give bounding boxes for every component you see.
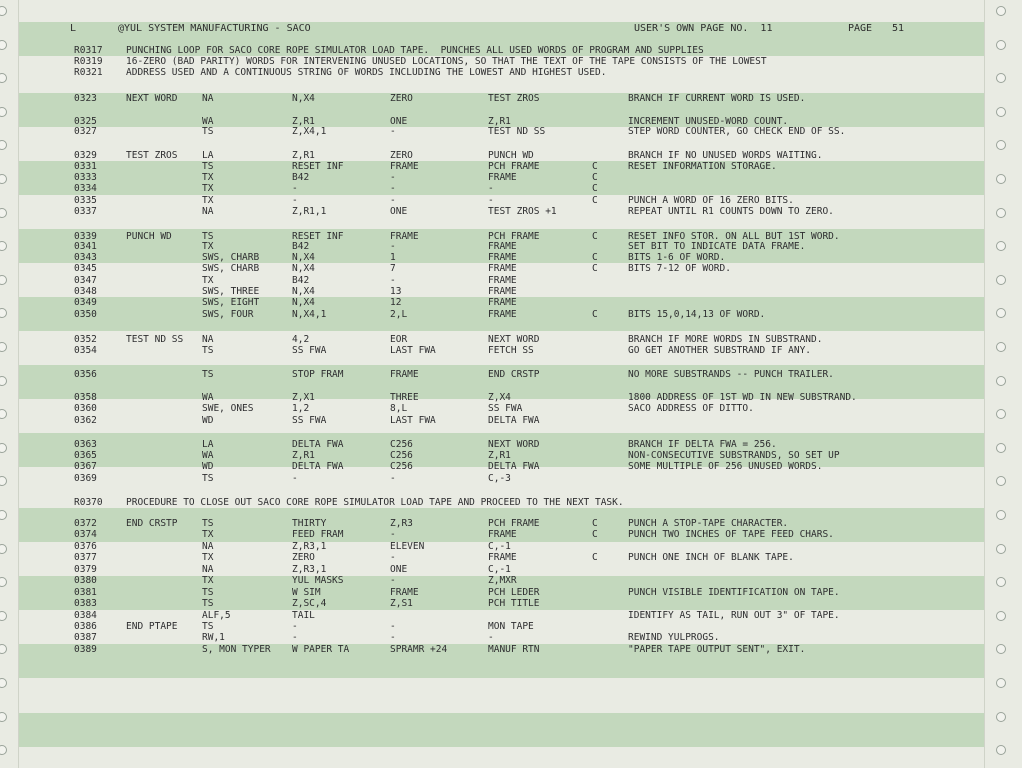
col-comment: SET BIT TO INDICATE DATA FRAME. (628, 241, 806, 252)
col-loc: 0331 (74, 161, 97, 172)
col-comment: INCREMENT UNUSED-WORD COUNT. (628, 116, 789, 127)
col-a2: 7 (390, 263, 396, 274)
col-a3: FRAME (488, 252, 517, 263)
col-a1: SS FWA (292, 345, 327, 356)
col-a1: - (292, 632, 298, 643)
col-flag: C (592, 309, 598, 320)
col-a1: TAIL (292, 610, 315, 621)
listing-line (0, 126, 1022, 139)
tractor-hole (996, 678, 1006, 688)
col-loc: 0345 (74, 263, 97, 274)
col-loc: 0372 (74, 518, 97, 529)
col-loc: 0358 (74, 392, 97, 403)
col-op: TS (202, 345, 214, 356)
col-a3: PCH TITLE (488, 598, 540, 609)
col-a2: - (390, 473, 396, 484)
remark-loc: R0370 (74, 497, 103, 508)
col-a1: N,X4,1 (292, 309, 327, 320)
col-op: SWE, ONES (202, 403, 254, 414)
col-a2: FRAME (390, 231, 419, 242)
col-loc: 0363 (74, 439, 97, 450)
col-comment: NON-CONSECUTIVE SUBSTRANDS, SO SET UP (628, 450, 840, 461)
col-comment: REWIND YULPROGS. (628, 632, 720, 643)
col-a2: FRAME (390, 369, 419, 380)
col-op: TS (202, 621, 214, 632)
col-a2: 8,L (390, 403, 408, 414)
remark-line (0, 497, 1022, 510)
col-a1: N,X4 (292, 93, 315, 104)
col-a2: - (390, 529, 396, 540)
col-a3: FRAME (488, 263, 517, 274)
col-loc: 0386 (74, 621, 97, 632)
col-label: END PTAPE (126, 621, 178, 632)
col-op: WD (202, 461, 214, 472)
col-a2: C256 (390, 461, 413, 472)
col-loc: 0376 (74, 541, 97, 552)
col-a3: PCH FRAME (488, 231, 540, 242)
col-a3: DELTA FWA (488, 415, 540, 426)
col-loc: 0374 (74, 529, 97, 540)
col-comment: PUNCH A WORD OF 16 ZERO BITS. (628, 195, 794, 206)
col-op: TS (202, 473, 214, 484)
col-a3: FRAME (488, 309, 517, 320)
col-a1: - (292, 473, 298, 484)
col-comment: PUNCH ONE INCH OF BLANK TAPE. (628, 552, 794, 563)
col-a3: FRAME (488, 286, 517, 297)
col-a3: FRAME (488, 297, 517, 308)
remark-text: PROCEDURE TO CLOSE OUT SACO CORE ROPE SIMULATOR LOAD TAPE AND PROCEED TO THE NEXT TASK. (126, 497, 624, 508)
col-a2: - (390, 172, 396, 183)
header-title: @YUL SYSTEM MANUFACTURING - SACO (118, 23, 311, 34)
col-comment: SOME MULTIPLE OF 256 UNUSED WORDS. (628, 461, 823, 472)
col-a1: RESET INF (292, 161, 344, 172)
col-op: SWS, EIGHT (202, 297, 260, 308)
col-comment: BITS 1-6 OF WORD. (628, 252, 726, 263)
col-a2: - (390, 632, 396, 643)
col-comment: BRANCH IF NO UNUSED WORDS WAITING. (628, 150, 823, 161)
col-a1: THIRTY (292, 518, 327, 529)
col-op: NA (202, 93, 214, 104)
col-a3: PCH FRAME (488, 518, 540, 529)
col-comment: PUNCH A STOP-TAPE CHARACTER. (628, 518, 789, 529)
col-a1: STOP FRAM (292, 369, 344, 380)
col-label: NEXT WORD (126, 93, 178, 104)
col-op: TX (202, 275, 214, 286)
col-a2: ONE (390, 564, 408, 575)
col-a3: SS FWA (488, 403, 523, 414)
col-op: NA (202, 564, 214, 575)
col-a3: FRAME (488, 241, 517, 252)
col-a1: N,X4 (292, 263, 315, 274)
col-comment: REPEAT UNTIL R1 COUNTS DOWN TO ZERO. (628, 206, 834, 217)
col-op: NA (202, 334, 214, 345)
col-a1: N,X4 (292, 286, 315, 297)
col-loc: 0367 (74, 461, 97, 472)
col-a1: Z,X4,1 (292, 126, 327, 137)
col-loc: 0360 (74, 403, 97, 414)
tractor-hole (996, 140, 1006, 150)
col-a2: - (390, 552, 396, 563)
col-a1: Z,R1 (292, 116, 315, 127)
col-a2: 1 (390, 252, 396, 263)
col-op: TS (202, 231, 214, 242)
col-a3: FRAME (488, 172, 517, 183)
tractor-hole (0, 745, 7, 755)
listing-line (0, 473, 1022, 486)
col-a3: NEXT WORD (488, 439, 540, 450)
col-a3: FETCH SS (488, 345, 534, 356)
tractor-hole (0, 140, 7, 150)
col-loc: 0325 (74, 116, 97, 127)
col-a1: 4,2 (292, 334, 310, 345)
col-op: TS (202, 518, 214, 529)
col-op: TS (202, 598, 214, 609)
col-a1: Z,SC,4 (292, 598, 327, 609)
col-a1: Z,R3,1 (292, 564, 327, 575)
col-op: WA (202, 450, 214, 461)
col-loc: 0377 (74, 552, 97, 563)
col-a2: Z,R3 (390, 518, 413, 529)
header-owner-page: USER'S OWN PAGE NO. 11 (634, 23, 773, 34)
col-loc: 0389 (74, 644, 97, 655)
col-a2: - (390, 575, 396, 586)
col-a3: TEST ZROS (488, 93, 540, 104)
col-a3: C,-1 (488, 541, 511, 552)
col-a2: - (390, 126, 396, 137)
col-a1: DELTA FWA (292, 439, 344, 450)
tractor-hole (996, 712, 1006, 722)
col-loc: 0333 (74, 172, 97, 183)
col-a3: C,-3 (488, 473, 511, 484)
col-op: TX (202, 575, 214, 586)
col-a3: Z,R1 (488, 116, 511, 127)
col-a1: B42 (292, 275, 310, 286)
col-op: TS (202, 126, 214, 137)
col-a3: Z,X4 (488, 392, 511, 403)
col-comment: PUNCH TWO INCHES OF TAPE FEED CHARS. (628, 529, 834, 540)
listing-line (0, 309, 1022, 322)
listing-line (0, 369, 1022, 382)
col-a3: FRAME (488, 529, 517, 540)
col-op: SWS, FOUR (202, 309, 254, 320)
col-flag: C (592, 183, 598, 194)
col-op: TX (202, 529, 214, 540)
col-loc: 0350 (74, 309, 97, 320)
col-comment: BITS 15,0,14,13 OF WORD. (628, 309, 766, 320)
header-page-label: PAGE (848, 23, 873, 34)
col-a1: FEED FRAM (292, 529, 344, 540)
tractor-hole (996, 6, 1006, 16)
col-a3: PCH LEDER (488, 587, 540, 598)
col-comment: NO MORE SUBSTRANDS -- PUNCH TRAILER. (628, 369, 834, 380)
col-loc: 0339 (74, 231, 97, 242)
col-op: RW,1 (202, 632, 225, 643)
col-op: TS (202, 587, 214, 598)
col-flag: C (592, 161, 598, 172)
col-a3: - (488, 195, 494, 206)
col-comment: BRANCH IF CURRENT WORD IS USED. (628, 93, 806, 104)
tractor-hole (0, 6, 7, 16)
col-a2: 13 (390, 286, 402, 297)
col-label: END CRSTP (126, 518, 178, 529)
col-a1: YUL MASKS (292, 575, 344, 586)
col-flag: C (592, 172, 598, 183)
col-loc: 0352 (74, 334, 97, 345)
col-op: TX (202, 195, 214, 206)
col-comment: SACO ADDRESS OF DITTO. (628, 403, 754, 414)
col-a3: NEXT WORD (488, 334, 540, 345)
col-loc: 0383 (74, 598, 97, 609)
col-op: TX (202, 552, 214, 563)
col-a1: B42 (292, 241, 310, 252)
col-op: S, MON TYPER (202, 644, 271, 655)
col-loc: 0379 (74, 564, 97, 575)
remark-line (0, 67, 1022, 80)
col-a1: Z,R1,1 (292, 206, 327, 217)
col-a3: PCH FRAME (488, 161, 540, 172)
col-a1: - (292, 183, 298, 194)
col-label: PUNCH WD (126, 231, 172, 242)
col-a1: 1,2 (292, 403, 310, 414)
col-loc: 0329 (74, 150, 97, 161)
col-flag: C (592, 252, 598, 263)
col-comment: BRANCH IF MORE WORDS IN SUBSTRAND. (628, 334, 823, 345)
col-a2: - (390, 183, 396, 194)
col-op: SWS, CHARB (202, 263, 260, 274)
col-a1: Z,X1 (292, 392, 315, 403)
col-a3: Z,MXR (488, 575, 517, 586)
col-a3: MON TAPE (488, 621, 534, 632)
col-a1: B42 (292, 172, 310, 183)
col-op: LA (202, 439, 214, 450)
remark-text: ADDRESS USED AND A CONTINUOUS STRING OF WORDS INCLUDING THE LOWEST AND HIGHEST USED. (126, 67, 607, 78)
col-a2: C256 (390, 450, 413, 461)
col-a2: - (390, 275, 396, 286)
col-a1: DELTA FWA (292, 461, 344, 472)
col-a2: LAST FWA (390, 345, 436, 356)
col-a2: LAST FWA (390, 415, 436, 426)
col-loc: 0323 (74, 93, 97, 104)
col-a3: TEST ZROS +1 (488, 206, 557, 217)
col-op: TS (202, 369, 214, 380)
col-a1: Z,R1 (292, 450, 315, 461)
col-a3: Z,R1 (488, 450, 511, 461)
col-a3: DELTA FWA (488, 461, 540, 472)
col-a2: THREE (390, 392, 419, 403)
col-a1: N,X4 (292, 297, 315, 308)
col-a1: W SIM (292, 587, 321, 598)
col-loc: 0365 (74, 450, 97, 461)
page-header (0, 22, 1022, 36)
col-a1: RESET INF (292, 231, 344, 242)
col-op: LA (202, 150, 214, 161)
listing-line (0, 644, 1022, 657)
col-loc: 0348 (74, 286, 97, 297)
col-a1: Z,R1 (292, 150, 315, 161)
col-a1: Z,R3,1 (292, 541, 327, 552)
header-mark: L (70, 23, 77, 34)
col-a2: - (390, 621, 396, 632)
col-op: TX (202, 183, 214, 194)
col-loc: 0387 (74, 632, 97, 643)
listing-line (0, 345, 1022, 358)
col-loc: 0343 (74, 252, 97, 263)
col-a2: - (390, 195, 396, 206)
col-comment: "PAPER TAPE OUTPUT SENT", EXIT. (628, 644, 806, 655)
col-op: WD (202, 415, 214, 426)
col-comment: RESET INFO STOR. ON ALL BUT 1ST WORD. (628, 231, 840, 242)
col-op: WA (202, 116, 214, 127)
col-a1: W PAPER TA (292, 644, 350, 655)
col-a2: - (390, 241, 396, 252)
col-loc: 0362 (74, 415, 97, 426)
tractor-hole (996, 745, 1006, 755)
col-a3: FRAME (488, 552, 517, 563)
col-a3: - (488, 183, 494, 194)
col-comment: 1800 ADDRESS OF 1ST WD IN NEW SUBSTRAND. (628, 392, 857, 403)
col-a3: PUNCH WD (488, 150, 534, 161)
col-comment: STEP WORD COUNTER, GO CHECK END OF SS. (628, 126, 846, 137)
header-page-number: 51 (892, 23, 905, 34)
tractor-hole (0, 712, 7, 722)
col-comment: BRANCH IF DELTA FWA = 256. (628, 439, 777, 450)
col-a2: ONE (390, 116, 408, 127)
remark-text: 16-ZERO (BAD PARITY) WORDS FOR INTERVENING UNUSED LOCATIONS, SO THAT THE TEXT OF THE TAPE CONSISTS OF THE LOWEST (126, 56, 767, 67)
col-a2: ONE (390, 206, 408, 217)
listing-line (0, 415, 1022, 428)
col-flag: C (592, 518, 598, 529)
col-op: NA (202, 541, 214, 552)
col-comment: PUNCH VISIBLE IDENTIFICATION ON TAPE. (628, 587, 840, 598)
col-label: TEST ZROS (126, 150, 178, 161)
col-comment: GO GET ANOTHER SUBSTRAND IF ANY. (628, 345, 812, 356)
listing-line (0, 93, 1022, 106)
col-a2: 2,L (390, 309, 408, 320)
col-op: TX (202, 241, 214, 252)
col-a2: SPRAMR +24 (390, 644, 448, 655)
col-a3: END CRSTP (488, 369, 540, 380)
col-label: TEST ND SS (126, 334, 184, 345)
col-op: WA (202, 392, 214, 403)
col-loc: 0337 (74, 206, 97, 217)
col-a2: ELEVEN (390, 541, 425, 552)
col-op: SWS, CHARB (202, 252, 260, 263)
col-loc: 0381 (74, 587, 97, 598)
col-comment: BITS 7-12 OF WORD. (628, 263, 731, 274)
col-loc: 0341 (74, 241, 97, 252)
remark-loc: R0317 (74, 45, 103, 56)
col-a3: MANUF RTN (488, 644, 540, 655)
col-comment: IDENTIFY AS TAIL, RUN OUT 3" OF TAPE. (628, 610, 840, 621)
col-loc: 0347 (74, 275, 97, 286)
col-loc: 0349 (74, 297, 97, 308)
col-a1: N,X4 (292, 252, 315, 263)
col-a1: SS FWA (292, 415, 327, 426)
col-a2: FRAME (390, 587, 419, 598)
col-flag: C (592, 195, 598, 206)
col-op: TS (202, 161, 214, 172)
col-a2: ZERO (390, 93, 413, 104)
col-loc: 0384 (74, 610, 97, 621)
col-flag: C (592, 552, 598, 563)
col-a3: FRAME (488, 275, 517, 286)
col-a1: - (292, 195, 298, 206)
col-op: TX (202, 172, 214, 183)
col-loc: 0380 (74, 575, 97, 586)
col-a1: - (292, 621, 298, 632)
col-a2: 12 (390, 297, 402, 308)
col-a3: - (488, 632, 494, 643)
remark-loc: R0321 (74, 67, 103, 78)
col-a1: ZERO (292, 552, 315, 563)
listing-line (0, 206, 1022, 219)
col-op: ALF,5 (202, 610, 231, 621)
col-a2: Z,S1 (390, 598, 413, 609)
col-op: NA (202, 206, 214, 217)
col-a2: FRAME (390, 161, 419, 172)
tractor-hole (0, 678, 7, 688)
col-comment: RESET INFORMATION STORAGE. (628, 161, 777, 172)
col-loc: 0334 (74, 183, 97, 194)
col-loc: 0335 (74, 195, 97, 206)
col-flag: C (592, 263, 598, 274)
col-flag: C (592, 529, 598, 540)
greenbar-band (18, 713, 984, 747)
col-a3: TEST ND SS (488, 126, 546, 137)
remark-loc: R0319 (74, 56, 103, 67)
col-a2: ZERO (390, 150, 413, 161)
col-op: SWS, THREE (202, 286, 260, 297)
col-a2: EOR (390, 334, 408, 345)
col-loc: 0369 (74, 473, 97, 484)
col-loc: 0354 (74, 345, 97, 356)
col-loc: 0356 (74, 369, 97, 380)
remark-text: PUNCHING LOOP FOR SACO CORE ROPE SIMULATOR LOAD TAPE. PUNCHES ALL USED WORDS OF PROGRAM AND SUPPLIES (126, 45, 704, 56)
col-a3: C,-1 (488, 564, 511, 575)
col-a2: C256 (390, 439, 413, 450)
col-loc: 0327 (74, 126, 97, 137)
col-flag: C (592, 231, 598, 242)
